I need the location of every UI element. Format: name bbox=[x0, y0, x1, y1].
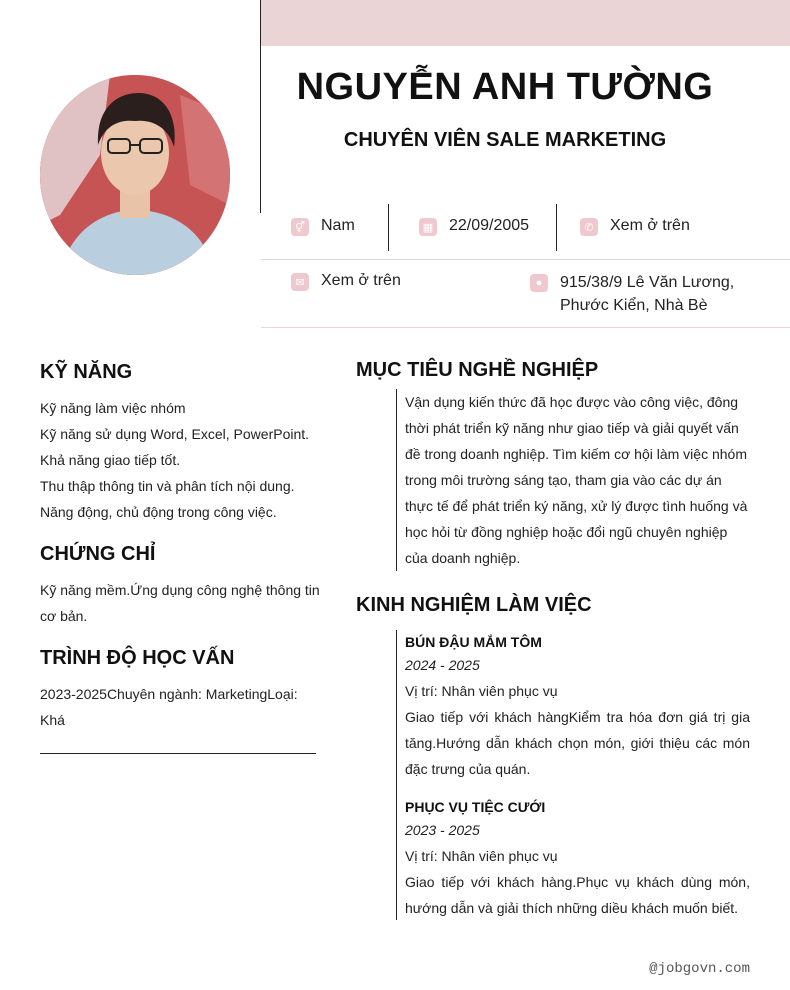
phone-value: Xem ở trên bbox=[610, 217, 690, 234]
job-title: CHUYÊN VIÊN SALE MARKETING bbox=[343, 129, 667, 151]
address-value bbox=[560, 271, 734, 317]
certificates-text bbox=[40, 577, 320, 629]
address-line-2: Phước Kiển, Nhà Bè bbox=[560, 297, 708, 314]
education-line: 2023-2025Chuyên ngành: MarketingLoại: bbox=[40, 686, 298, 702]
objective-line: trong môi trường sáng tạo, tham gia vào các dự án bbox=[405, 472, 722, 488]
certificate-line: cơ bản. bbox=[40, 608, 88, 624]
phone-icon: ✆ bbox=[580, 218, 598, 236]
info-phone bbox=[580, 217, 690, 236]
job-description: Giao tiếp với khách hàngKiểm tra hóa đơn giá trị gia tăng.Hướng dẫn khách chọn món, giới thiệu các món đặc trưng của quán. bbox=[405, 709, 750, 777]
gender-icon: ⚥ bbox=[291, 218, 309, 236]
info-separator bbox=[261, 259, 790, 260]
education-line: Khá bbox=[40, 712, 65, 728]
skill-item: Khả năng giao tiếp tốt. bbox=[40, 452, 181, 468]
objective-heading: MỤC TIÊU NGHỀ NGHIỆP bbox=[356, 359, 599, 381]
birthdate-value: 22/09/2005 bbox=[449, 217, 530, 234]
objective-rule bbox=[396, 389, 397, 571]
info-address bbox=[530, 271, 734, 317]
info-separator bbox=[261, 327, 790, 328]
objective-text bbox=[405, 389, 750, 571]
info-divider bbox=[388, 204, 389, 251]
avatar-portrait-illustration bbox=[40, 75, 230, 275]
left-column-divider bbox=[40, 753, 316, 754]
header-accent-band bbox=[261, 0, 790, 46]
job-period: 2023 - 2025 bbox=[405, 822, 480, 838]
experience-heading: KINH NGHIỆM LÀM VIỆC bbox=[356, 594, 592, 616]
job-period: 2024 - 2025 bbox=[405, 657, 480, 673]
certificate-line: Kỹ năng mềm.Ứng dụng công nghệ thông tin bbox=[40, 582, 320, 598]
job-entry bbox=[405, 797, 750, 921]
info-divider bbox=[556, 204, 557, 251]
objective-line: thời phát triển kỹ năng như giao tiếp và giải quyết vấn bbox=[405, 420, 739, 436]
certificates-heading: CHỨNG CHỈ bbox=[40, 543, 156, 565]
objective-line: Vận dụng kiến thức đã học được vào công việc, đông bbox=[405, 394, 739, 410]
skills-heading: KỸ NĂNG bbox=[40, 361, 133, 383]
job-company: PHỤC VỤ TIỆC CƯỚI bbox=[405, 799, 546, 815]
skill-item: Kỹ năng sử dụng Word, Excel, PowerPoint. bbox=[40, 426, 310, 442]
skill-item: Thu thập thông tin và phân tích nội dung. bbox=[40, 478, 295, 494]
skill-item: Năng động, chủ động trong công việc. bbox=[40, 504, 277, 520]
skills-list bbox=[40, 395, 320, 525]
job-position: Vị trí: Nhân viên phục vụ bbox=[405, 683, 558, 699]
gender-value: Nam bbox=[321, 217, 355, 234]
job-company: BÚN ĐẬU MẮM TÔM bbox=[405, 634, 542, 650]
education-heading: TRÌNH ĐỘ HỌC VẤN bbox=[40, 647, 235, 669]
objective-line: thực tế để phát triển ký năng, xử lý được tình huống và bbox=[405, 498, 748, 514]
mail-icon: ✉ bbox=[291, 273, 309, 291]
objective-line: học hỏi từ đồng nghiệp hoặc đổi ngũ chuyên nghiệp bbox=[405, 524, 728, 540]
education-text bbox=[40, 681, 320, 733]
objective-line: của doanh nghiệp. bbox=[405, 550, 521, 566]
info-gender bbox=[291, 217, 355, 236]
info-email bbox=[291, 272, 401, 291]
avatar bbox=[40, 75, 230, 275]
job-position: Vị trí: Nhân viên phục vụ bbox=[405, 848, 558, 864]
email-value: Xem ở trên bbox=[321, 272, 401, 289]
experience-rule bbox=[396, 630, 397, 920]
info-birthdate bbox=[419, 217, 529, 236]
skill-item: Kỹ năng làm việc nhóm bbox=[40, 400, 186, 416]
objective-line: đề trong doanh nghiệp. Tìm kiếm cơ hội làm việc nhóm bbox=[405, 446, 747, 462]
candidate-name: NGUYỄN ANH TƯỜNG bbox=[296, 66, 714, 108]
address-line-1: 915/38/9 Lê Văn Lương, bbox=[560, 274, 735, 291]
calendar-icon: ▦ bbox=[419, 218, 437, 236]
footer-brand: @jobgovn.com bbox=[649, 961, 750, 977]
job-entry bbox=[405, 632, 750, 782]
location-pin-icon: ● bbox=[530, 274, 548, 292]
job-description: Giao tiếp với khách hàng.Phục vụ khách dùng món, hướng dẫn và giải thích những diều khách muốn biết. bbox=[405, 874, 750, 916]
